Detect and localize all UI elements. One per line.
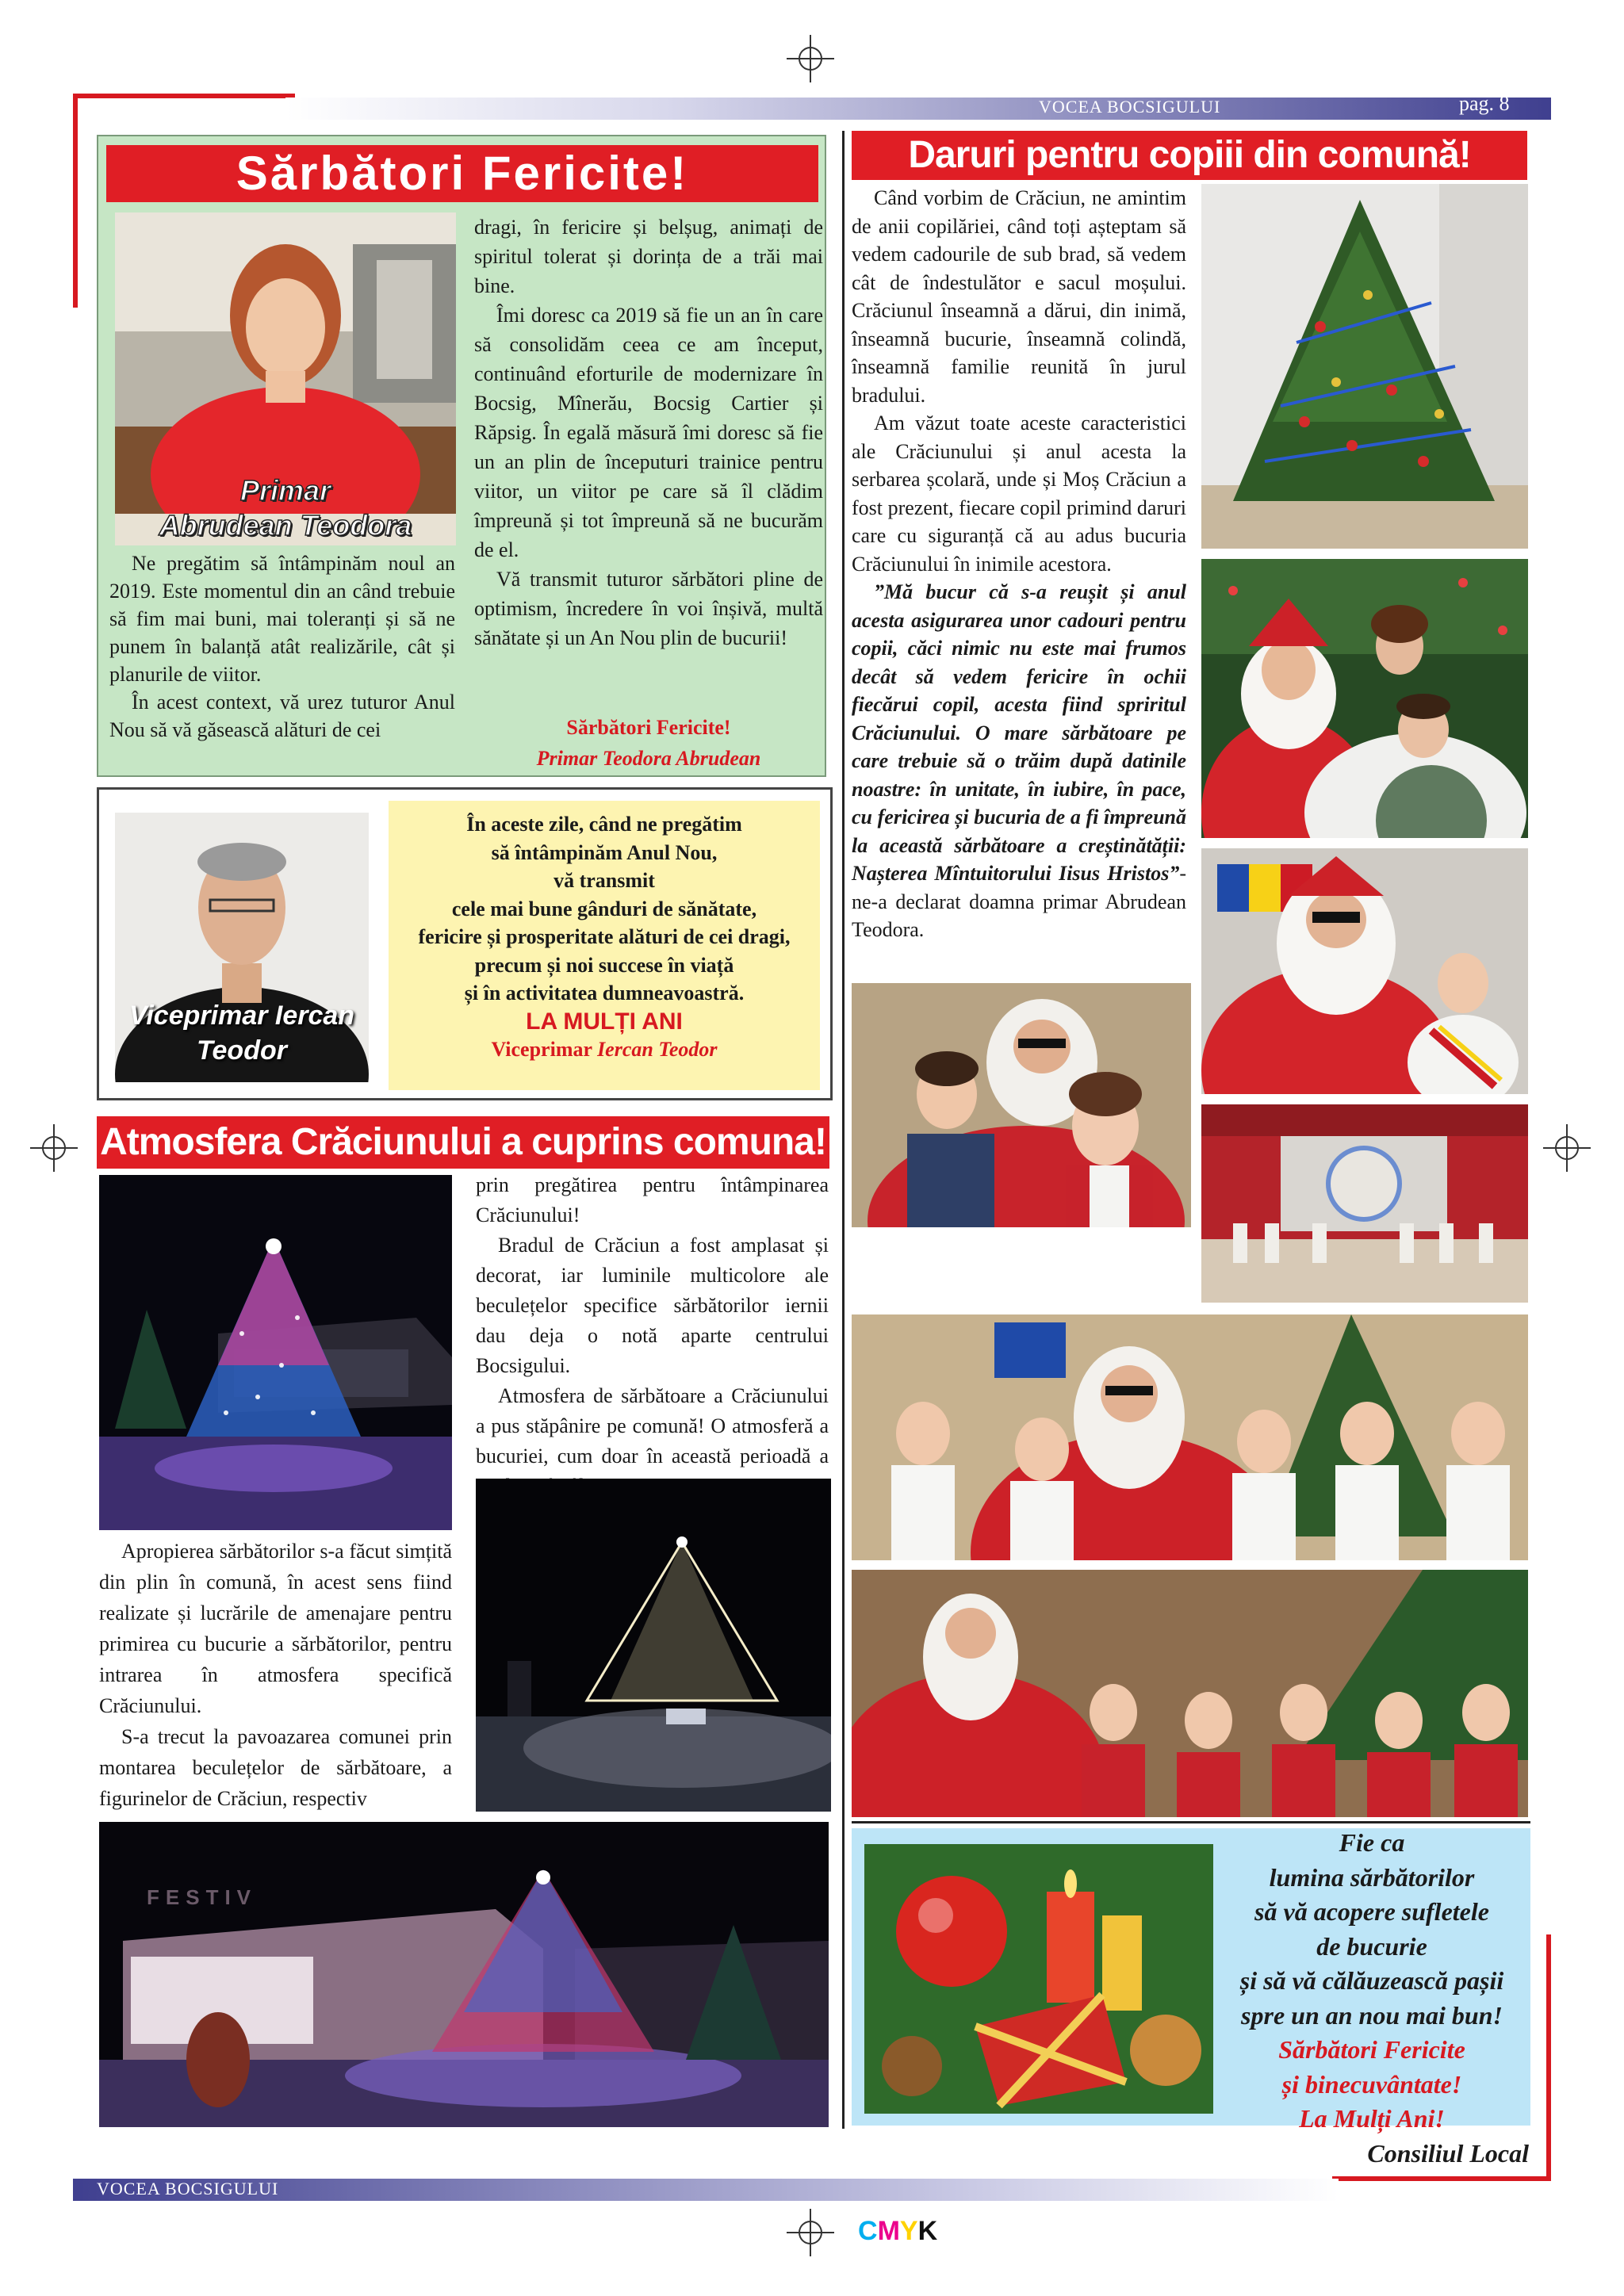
viceprimar-caption-2: Teodor <box>197 1035 287 1066</box>
photo-santa-row-kids <box>852 1570 1528 1817</box>
viceprimar-line: să întâmpinăm Anul Nou, <box>491 840 718 864</box>
daruri-quote: ”Mă bucur că s-a reușit și anul acesta asigurarea unor cadouri pentru copii, căci nimic nu este mai frumos decât să vedem fericire în ochii fiecărui copil, acesta fiind spriritul Crăciunului. O mare sărbătoare pe care trebuie să o trăim după datinile noastre: în unitate, în iubire, în pace, cu fericirea și bucuria de a fi împreună la această sărbătoare a creștinătății: Nașterea Mîntuitorului Iisus Hristos” <box>852 580 1186 885</box>
consiliu-line: să vă acopere sufletele <box>1254 1897 1489 1926</box>
header-page-number: pag. 8 <box>1459 92 1510 115</box>
registration-mark-left <box>30 1124 78 1172</box>
greetings-left-column <box>109 549 455 744</box>
cmyk-y: Y <box>899 2216 918 2246</box>
photo-santa-children-flags <box>1201 848 1528 1094</box>
photo-lit-tree <box>99 1175 452 1530</box>
consiliu-line: lumina sărbătorilor <box>1269 1862 1475 1892</box>
corner-frame-top-left <box>73 94 78 308</box>
viceprimar-line: și în activitatea dumneavoastră. <box>464 982 745 1004</box>
consiliu-red-line: La Mulți Ani! <box>1299 2104 1445 2133</box>
atmosfera-right-p0: prin pregătirea pentru întâmpinarea Crăciunului! <box>476 1173 829 1226</box>
atmosfera-right-p2: Atmosfera de sărbătoare a Crăciunului a pus stăpânire pe comună! O atmosferă a bucuriei, cum doar în această perioadă a <box>476 1384 829 1468</box>
viceprimar-line: precum și noi succese în viață <box>474 953 734 977</box>
cmyk-k: K <box>917 2216 938 2246</box>
photo-house-lights <box>99 1822 829 2127</box>
viceprimar-signature <box>389 1035 820 1064</box>
daruri-bottom-rule <box>852 1821 1530 1823</box>
atmosfera-right-column <box>476 1170 829 1502</box>
viceprimar-line: vă transmit <box>553 869 655 892</box>
atmosfera-left-p1: Apropierea sărbătorilor s-a făcut simțită din plin în comună, în acest sens fiind realizate și lucrările de amenajare pentru primirea cu bucurie a sărbătorilor, pentru intrarea în atmosfera specifică Crăciunului. <box>99 1540 452 1717</box>
daruri-p1: Când vorbim de Crăciun, ne amintim de anii copilăriei, când toți așteptam să vedem cadourile de sub brad, să vedem cât de îndestulător e sacul moșului. Crăciunul înseamnă a dărui, din inimă, înseamnă bucurie, înseamnă colindă, înseamnă familie reunită în jurul bradului. <box>852 186 1186 407</box>
corner-frame-top-left-h <box>73 94 295 98</box>
viceprimar-line: cele mai bune gânduri de sănătate, <box>451 897 757 920</box>
viceprimar-sign-prefix: Viceprimar <box>491 1038 598 1061</box>
cmyk-m: M <box>877 2216 900 2246</box>
photo-school-stage <box>1201 1104 1528 1303</box>
footer-publication: VOCEA BOCSIGULUI <box>97 2179 279 2198</box>
greetings-sign-2: Primar Teodora Abrudean <box>536 747 761 770</box>
house-sign-text: FESTIV <box>147 1885 258 1909</box>
greetings-right-p2: Îmi doresc ca 2019 să fie un an în care să consolidăm ceea ce am început, continuând eforturile de modernizare în Bocsig, Mînerău, Bocsig Cartier și Răpsig. În egală măsură îmi doresc să fie un an plin de începuturi trainice pentru viitor, un viitor pe care să îl clădim împreună și tot împreună să ne bucurăm de el. <box>474 304 823 561</box>
registration-mark-top <box>787 35 834 82</box>
daruri-title: Daruri pentru copiii din comună! <box>852 131 1527 180</box>
daruri-quote-tail: - ne-a declarat doamna primar Abrudean Teodora. <box>852 862 1186 941</box>
atmosfera-left-column <box>99 1536 452 1814</box>
consiliu-line: spre un an nou mai bun! <box>1241 2000 1503 2030</box>
column-divider <box>842 131 845 2129</box>
greetings-title: Sărbători Fericite! <box>106 145 818 202</box>
daruri-text-column <box>852 184 1186 944</box>
photo-ornaments <box>864 1844 1213 2114</box>
atmosfera-title: Atmosfera Crăciunului a cuprins comuna! <box>97 1116 829 1169</box>
viceprimar-line: În aceste zile, când ne pregătim <box>466 813 742 836</box>
consiliu-line: Fie ca <box>1339 1828 1405 1857</box>
greetings-left-p2: În acest context, vă urez tuturor Anul Nou să vă găsească alături de cei <box>109 691 455 741</box>
viceprimar-wish: LA MULȚI ANI <box>526 1008 683 1035</box>
consiliu-message <box>1213 1826 1530 2171</box>
consiliu-line: de bucurie <box>1316 1931 1427 1961</box>
viceprimar-message <box>389 801 820 1090</box>
photo-christmas-tree <box>1201 184 1528 549</box>
consiliu-red-line: Sărbători Fericite <box>1278 2035 1465 2064</box>
viceprimar-line: fericire și prosperitate alături de cei dragi, <box>418 925 791 948</box>
atmosfera-left-p2: S-a trecut la pavoazarea comunei prin montarea beculețelor de sărbătoare, a figurinelor de Crăciun, respectiv <box>99 1725 452 1810</box>
greetings-right-p1: dragi, în fericire și belșug, animați de spiritul tolerat și dorința de a trăi mai bine. <box>474 216 823 297</box>
registration-mark-bottom <box>787 2209 834 2256</box>
photo-light-fountain <box>476 1479 831 1812</box>
viceprimar-sign-name: Iercan Teodor <box>597 1038 718 1061</box>
corner-frame-bottom-right <box>1546 1934 1551 2180</box>
mayor-caption-2: Abrudean Teodora <box>159 509 412 541</box>
header-bar <box>285 98 1551 120</box>
cmyk-c: C <box>858 2216 878 2246</box>
mayor-caption-1: Primar <box>239 474 331 507</box>
registration-mark-right <box>1543 1124 1591 1172</box>
consiliu-red-line: și binecuvântate! <box>1281 2069 1462 2099</box>
photo-santa-group-kids <box>852 1314 1528 1560</box>
photo-santa-mother-child <box>1201 559 1528 838</box>
atmosfera-right-p1: Bradul de Crăciun a fost amplasat și decorat, iar luminile multicolore ale beculețelor specifice sărbătorilor iernii dau deja o notă aparte centrului Bocsigului. <box>476 1234 829 1377</box>
viceprimar-caption-1: Viceprimar Iercan <box>128 1001 355 1031</box>
greetings-sign-1: Sărbători Fericite! <box>566 716 731 739</box>
consiliu-line: și să vă călăuzească pașii <box>1239 1966 1504 1995</box>
daruri-quote-paragraph <box>852 578 1186 944</box>
cmyk-mark <box>858 2216 937 2247</box>
photo-santa-kids-close <box>852 983 1191 1227</box>
greetings-right-p3: Vă transmit tuturor sărbători pline de optimism, încredere în voi înșivă, multă sănătate și un An Nou plin de bucurii! <box>474 568 823 649</box>
daruri-p2: Am văzut toate aceste caracteristici ale Crăciunului și anul acesta la serbarea școlară, unde și Moș Crăciun a fost prezent, fiecare copil primind daruri care cu siguranță că au adus bucuria Crăciunului în inimile acestora. <box>852 411 1186 576</box>
greetings-left-p1: Ne pregătim să întâmpinăm noul an 2019. Este momentul din an când trebuie să fim mai buni, mai toleranți și să ne punem în balanță atât realizările, cât și planurile de viitor. <box>109 552 455 686</box>
greetings-right-column <box>474 212 823 652</box>
corner-frame-bottom-right-h <box>1332 2176 1551 2181</box>
header-publication: VOCEA BOCSIGULUI <box>1039 97 1221 117</box>
consiliu-signature: Consiliul Local <box>1367 2138 1529 2168</box>
